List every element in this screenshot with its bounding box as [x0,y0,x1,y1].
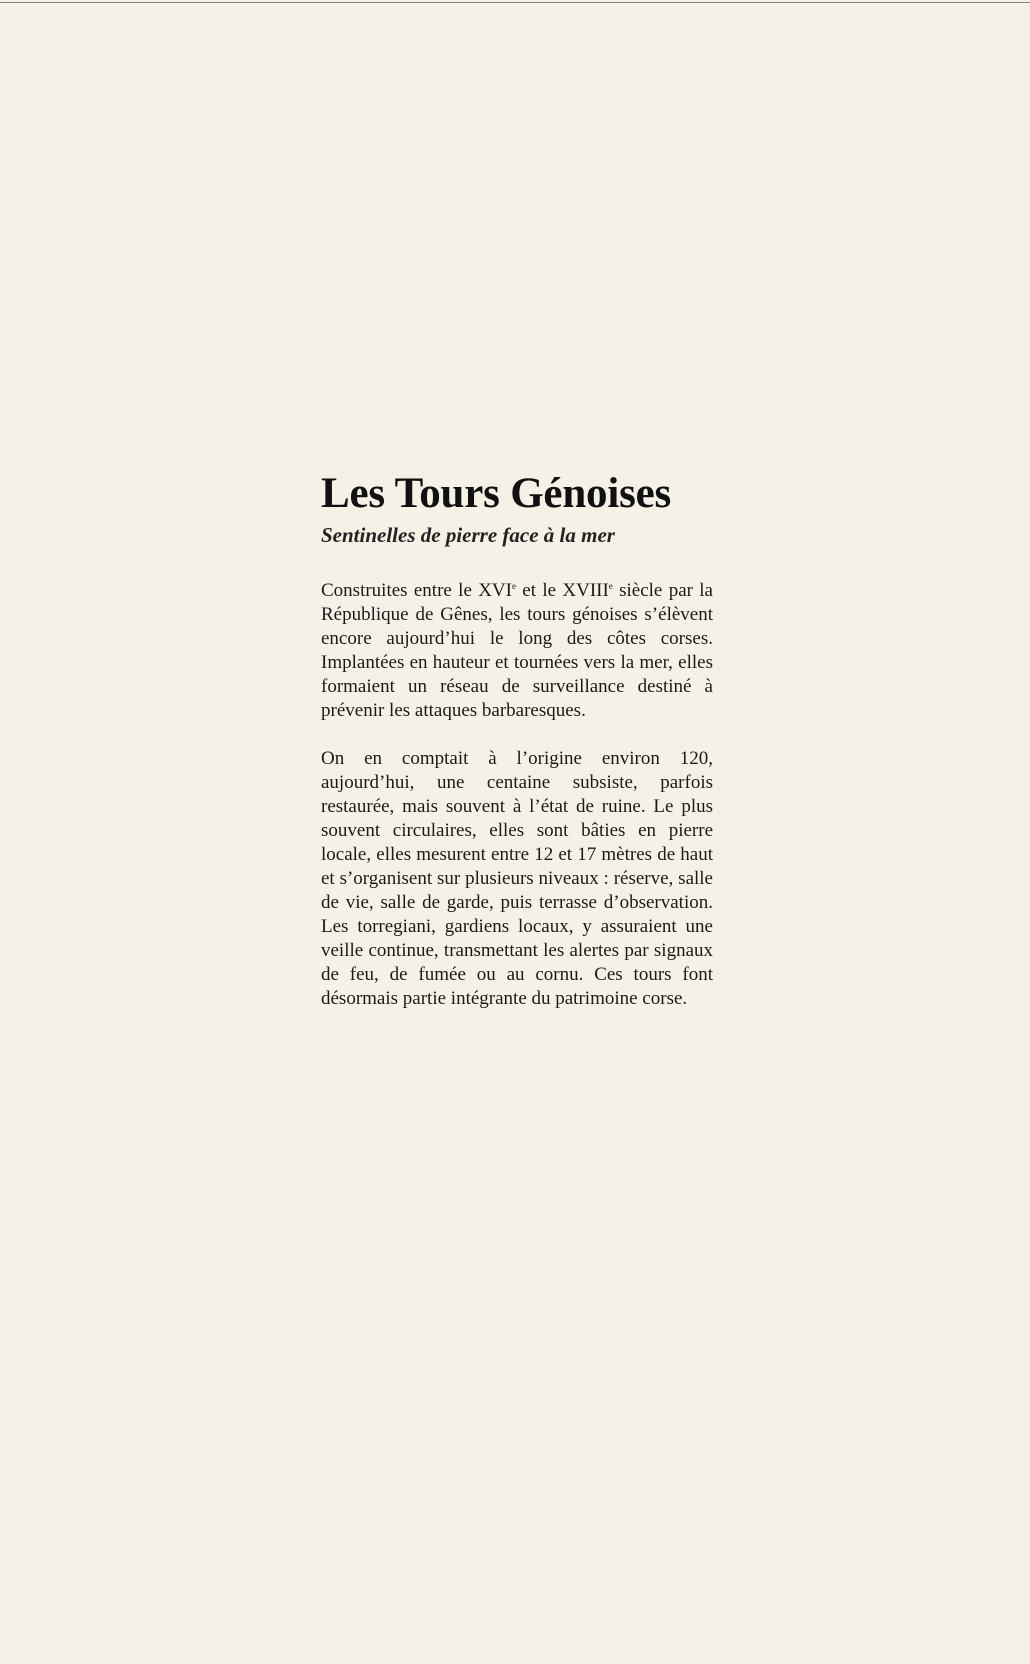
paragraph-intro-part-b: et le XVIII [515,580,609,601]
top-divider [0,2,1030,3]
page-subtitle: Sentinelles de pierre face à la mer [321,523,615,547]
paragraph-intro-part-a: Construites entre le XVI [321,580,512,601]
page-title: Les Tours Génoises [321,470,672,517]
article-body [321,579,713,1011]
superscript-e: e [608,581,613,591]
paragraph-intro [321,579,713,723]
paragraph-details: On en comptait à l’origine environ 120, aujourd’hui, une centaine subsiste, parfois restaurée, mais souvent à l’état de ruine. Le plus souvent circulaires, elles sont bâties en pierre locale, elles mesurent entre 12 et 17 mètres de haut et s’organisent sur plusieurs niveaux : réserve, salle de vie, salle de garde, puis terrasse d’observation. Les torregiani, gardiens locaux, y assuraient une veille continue, transmettant les alertes par signaux de feu, de fumée ou au cornu. Ces tours font désormais partie intégrante du patrimoine corse. [321,748,713,1009]
superscript-e: e [511,581,516,591]
paragraph-intro-part-c: siècle par la République de Gênes, les tours génoises s’élèvent encore aujourd’hui le long des côtes corses. Implantées en hauteur et tournées vers la mer, elles formaient un réseau de surveillance destiné à prévenir les attaques barbaresques. [321,580,713,721]
article [321,466,713,1035]
